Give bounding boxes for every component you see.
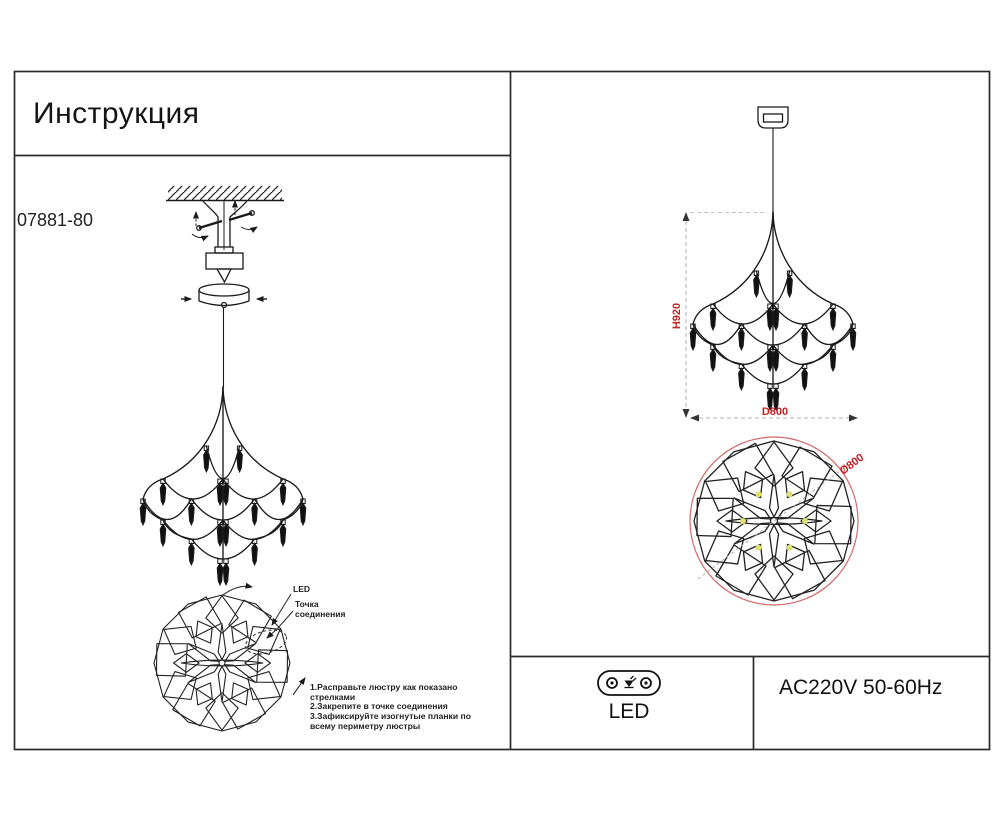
chandelier-bottom-view-left: [143, 589, 301, 737]
connection-leader-line: [267, 611, 293, 638]
diameter-dimension-label: D800: [761, 406, 789, 418]
chandelier-side-view-right: [690, 212, 855, 410]
model-number: 07881-80: [17, 210, 94, 230]
dimension-lines: [671, 212, 858, 422]
ceiling-mount-drawing: [166, 186, 284, 387]
canopy-drawing: [181, 284, 267, 308]
instruction-step-2: 2.Закрепите в точке соединения: [310, 701, 448, 712]
led-callout-label: LED: [293, 584, 310, 594]
led-strip-icon: [598, 671, 660, 695]
rotate-arrow-top: [223, 586, 252, 595]
page-title: Инструкция: [33, 97, 200, 130]
power-spec-label: AC220V 50-60Hz: [779, 676, 943, 699]
height-dimension-label: H920: [671, 302, 683, 330]
connection-callout-label-2: соединения: [295, 609, 346, 619]
assembly-instructions: [310, 683, 484, 731]
circle-diameter-label: Ø800: [837, 451, 867, 478]
diameter-circle: [690, 437, 858, 605]
connection-area-highlight: [243, 626, 289, 658]
chandelier-side-view-left: [140, 387, 305, 585]
connection-callout-label-1: Точка: [295, 599, 319, 609]
instruction-step-3: 3.Зафиксируйте изогнутые планки по всему периметру люстры: [310, 710, 471, 731]
table-borders: [15, 72, 990, 750]
ceiling-hatch: [168, 186, 282, 200]
canopy-drawing-right: [758, 107, 788, 212]
instruction-step-1: 1.Расправьте люстру как показано стрелками: [310, 682, 458, 702]
chandelier-bottom-view-right: [681, 434, 867, 608]
rotate-arrow-right: [293, 678, 305, 695]
led-dots: [740, 491, 808, 551]
lamp-type-label: LED: [608, 700, 650, 723]
assembly-callouts: [223, 586, 305, 695]
led-leader-line: [272, 594, 291, 625]
